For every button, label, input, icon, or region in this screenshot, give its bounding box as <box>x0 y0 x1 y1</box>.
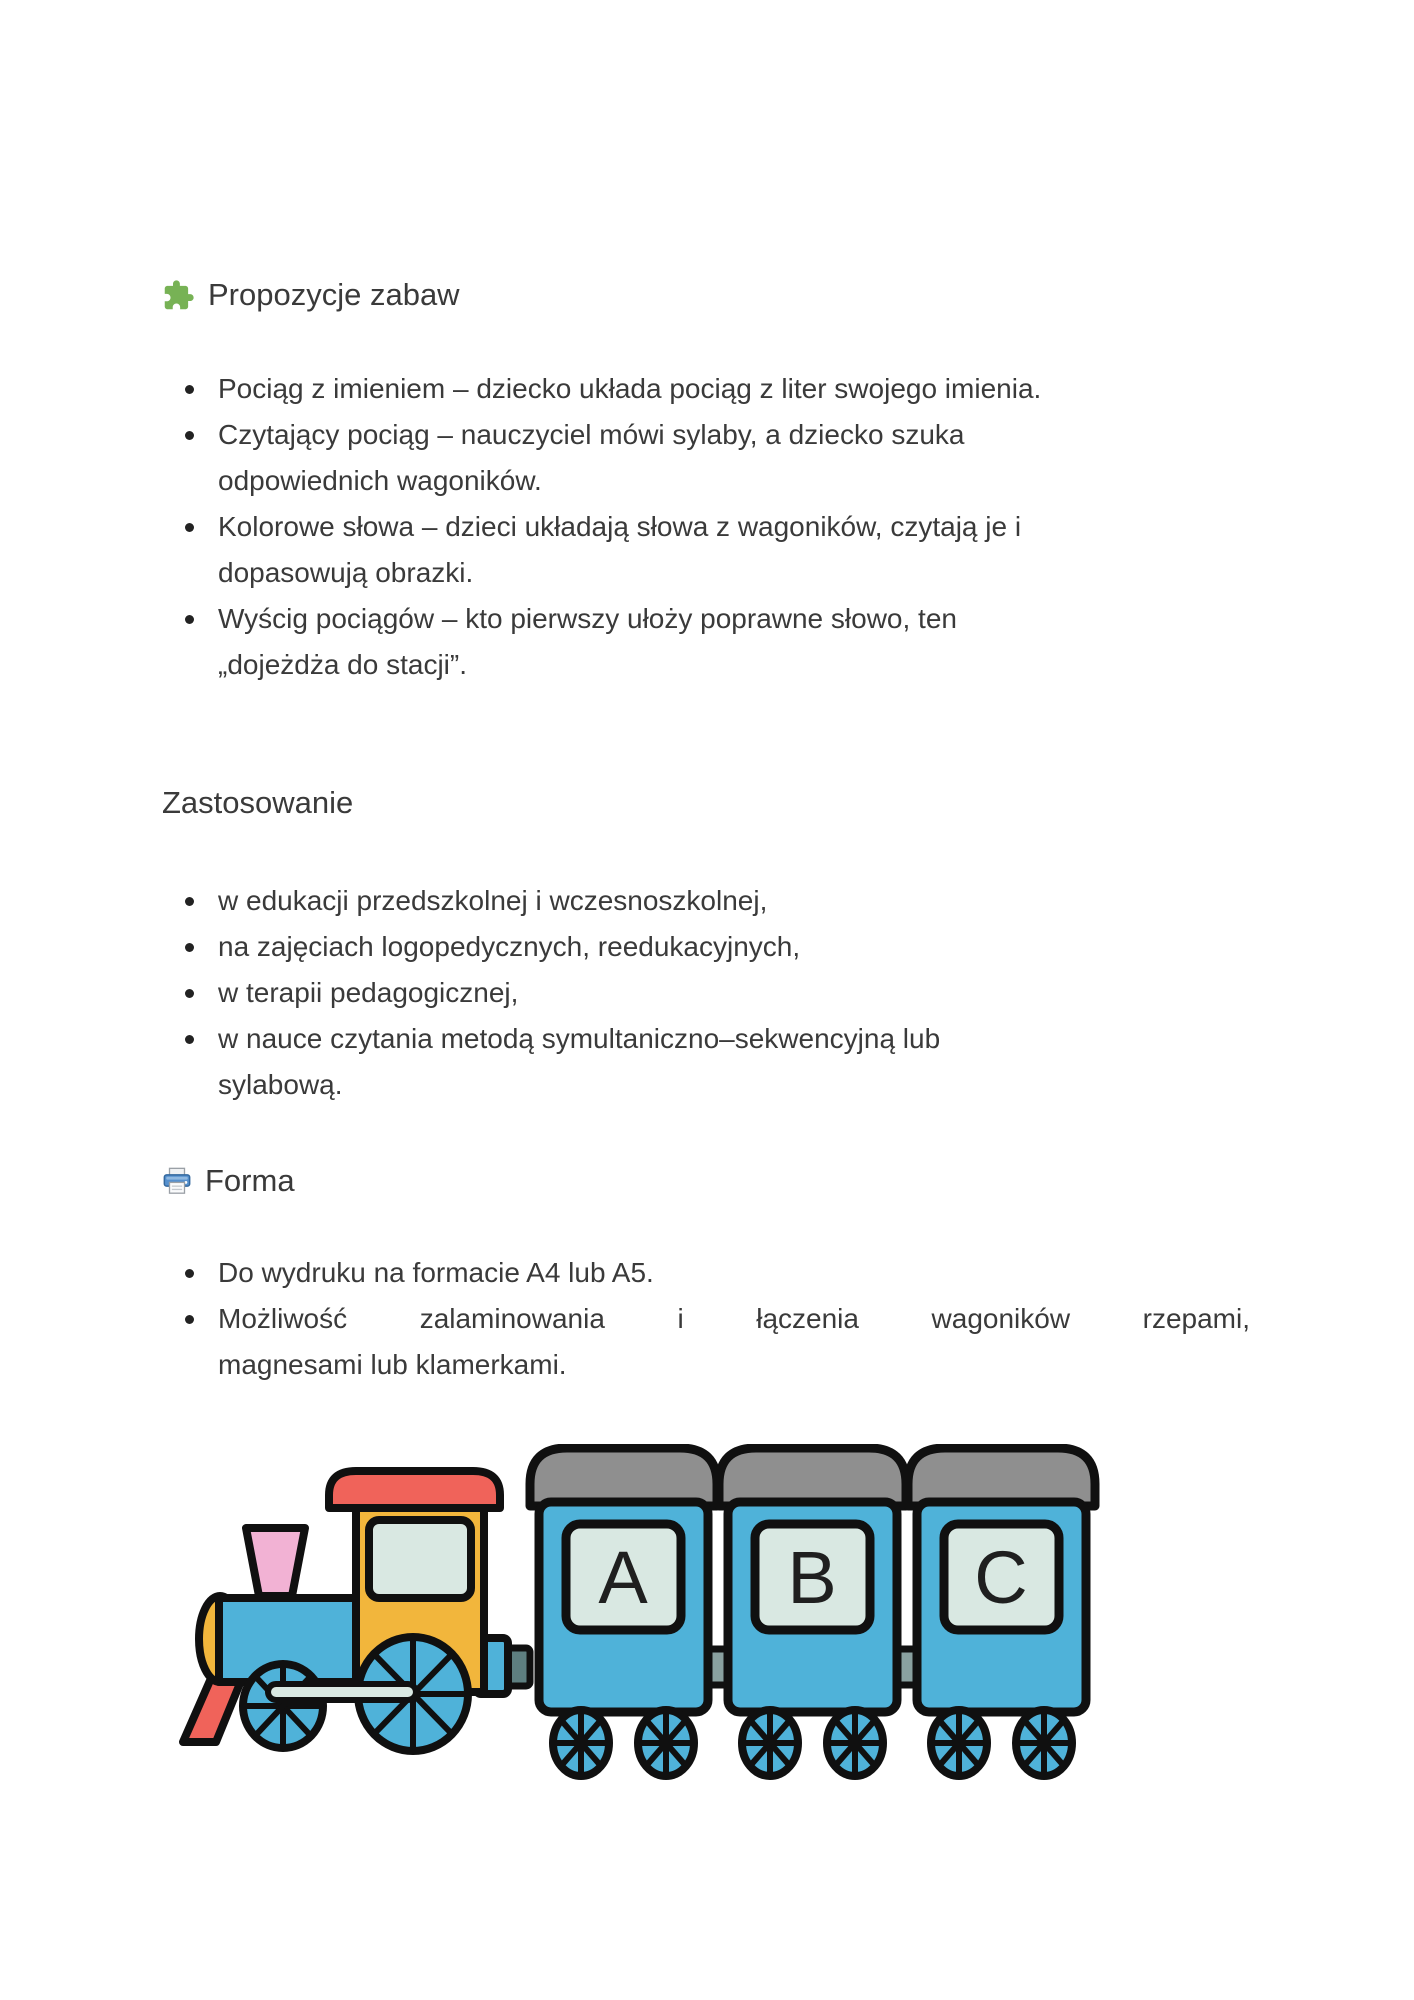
section-forma <box>162 1162 1250 1388</box>
wagon-b <box>719 1448 906 1776</box>
list-item <box>162 924 1250 970</box>
bullet-list <box>162 1250 1250 1388</box>
locomotive-roof <box>329 1471 500 1508</box>
locomotive <box>183 1471 508 1751</box>
section-heading <box>162 1162 1250 1200</box>
wagon-b-roof <box>719 1448 906 1506</box>
locomotive-window <box>369 1520 471 1598</box>
list-item-line: w nauce czytania metodą symultaniczno–sekwencyjną lub <box>218 1023 941 1054</box>
document-content <box>162 0 1250 1790</box>
list-item-line: Czytający pociąg – nauczyciel mówi sylaby, a dziecko szuka <box>218 419 965 450</box>
list-item <box>162 1016 1250 1108</box>
wagon-a <box>530 1448 717 1776</box>
list-item <box>162 970 1250 1016</box>
section-zastosowanie <box>162 784 1250 1108</box>
wagon-a-wheels <box>553 1710 694 1776</box>
list-item-line: odpowiednich wagoników. <box>218 465 542 496</box>
section-heading <box>162 784 1250 822</box>
list-item-line: magnesami lub klamerkami. <box>218 1349 567 1380</box>
wagon-a-letter: A <box>598 1536 648 1619</box>
section-propozycje-zabaw <box>162 276 1250 688</box>
train-svg <box>166 1444 1106 1790</box>
section-title-text: Propozycje zabaw <box>208 277 460 312</box>
list-item-line: Kolorowe słowa – dzieci układają słowa z wagoników, czytają je i <box>218 511 1022 542</box>
train-illustration <box>166 1444 1106 1790</box>
list-item <box>162 1296 1250 1388</box>
wagon-b-letter: B <box>787 1536 837 1619</box>
list-item <box>162 366 1250 412</box>
list-item-line: w edukacji przedszkolnej i wczesnoszkolnej, <box>218 885 768 916</box>
list-item <box>162 878 1250 924</box>
locomotive-small-wheel <box>243 1664 323 1748</box>
list-item-line: dopasowują obrazki. <box>218 557 474 588</box>
wagon-c-wheels <box>931 1710 1072 1776</box>
wagon-a-roof <box>530 1448 717 1506</box>
list-item-line: Wyścig pociągów – kto pierwszy ułoży poprawne słowo, ten <box>218 603 957 634</box>
list-item-line: Do wydruku na formacie A4 lub A5. <box>218 1257 654 1288</box>
list-item-line: sylabową. <box>218 1069 343 1100</box>
locomotive-connecting-rod <box>268 1684 416 1700</box>
list-item-line: „dojeżdża do stacji”. <box>218 649 468 680</box>
bullet-list <box>162 366 1250 688</box>
list-item <box>162 412 1250 504</box>
list-item-line: na zajęciach logopedycznych, reedukacyjnych, <box>218 931 801 962</box>
list-item <box>162 1250 1250 1296</box>
locomotive-chimney <box>246 1528 305 1596</box>
list-item <box>162 596 1250 688</box>
list-item <box>162 504 1250 596</box>
printer-icon <box>162 1166 192 1196</box>
wagon-c-letter: C <box>974 1536 1028 1619</box>
puzzle-icon <box>162 279 195 312</box>
bullet-list <box>162 878 1250 1108</box>
wagon-b-wheels <box>742 1710 883 1776</box>
wagon-c-roof <box>908 1448 1095 1506</box>
list-item-line: w terapii pedagogicznej, <box>218 977 519 1008</box>
section-heading <box>162 276 1250 314</box>
wagon-c <box>908 1448 1095 1776</box>
section-title-text: Zastosowanie <box>162 785 354 820</box>
list-item-line: Pociąg z imieniem – dziecko układa pociąg z liter swojego imienia. <box>218 373 1042 404</box>
list-item-line: Możliwość zalaminowania i łączenia wagoników rzepami, <box>218 1303 1250 1334</box>
section-title-text: Forma <box>205 1163 295 1198</box>
